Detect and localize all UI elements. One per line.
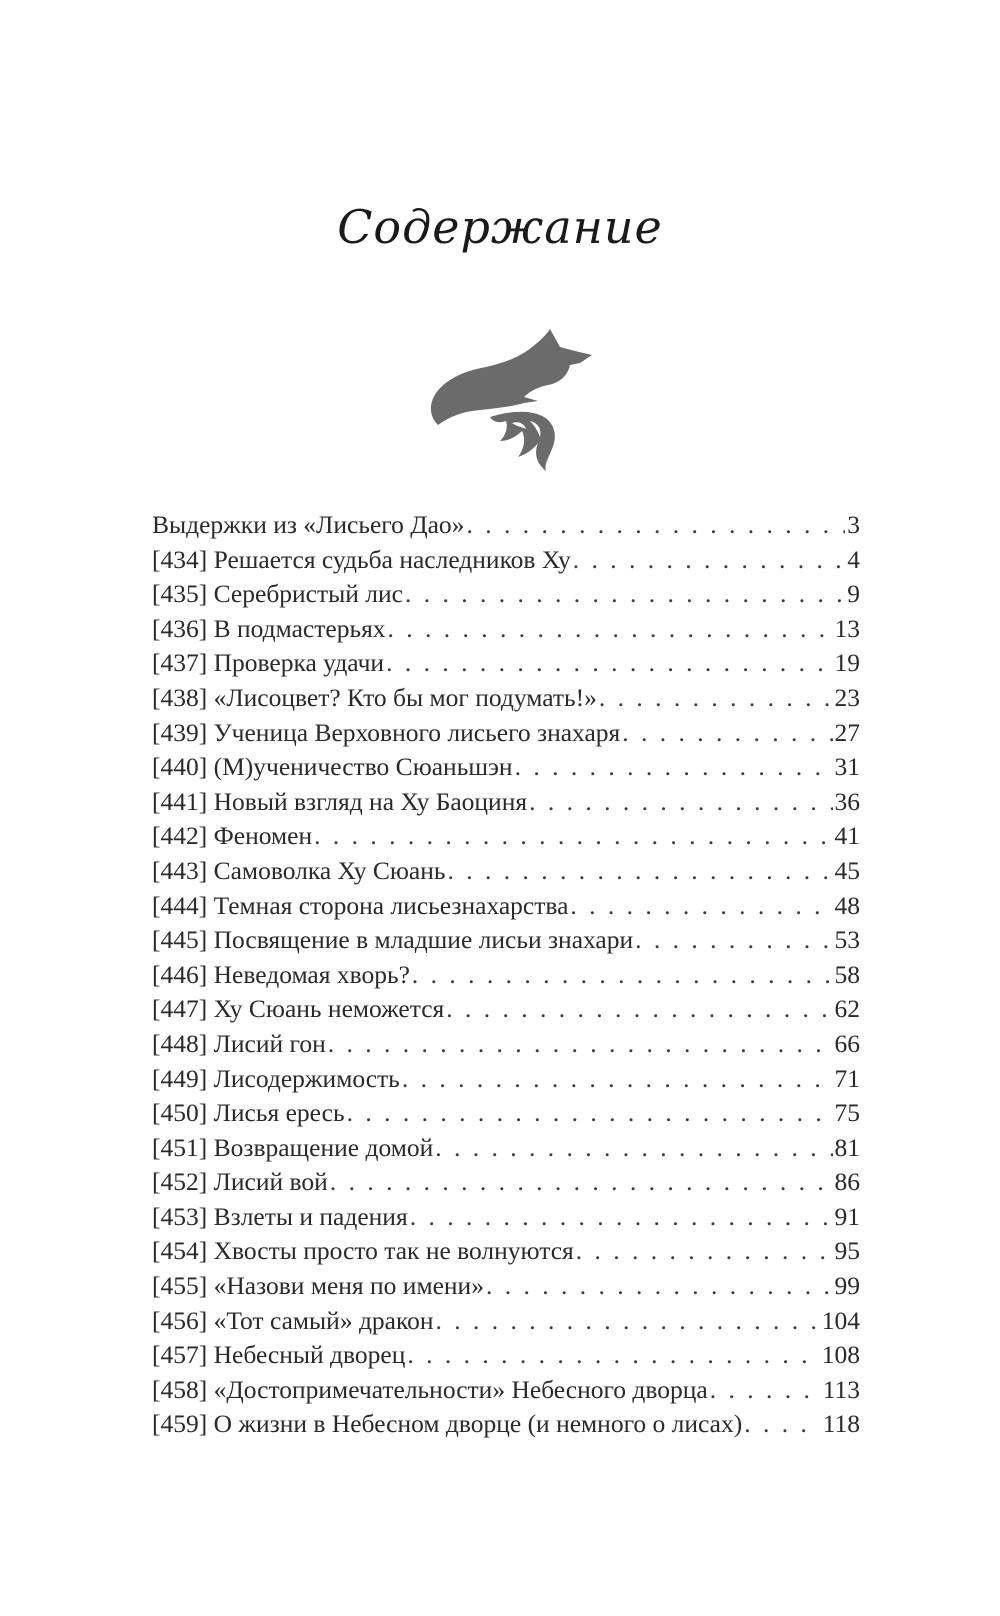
toc-entry-page: 27 [834, 717, 860, 747]
toc-entry-title: [434] Решается судьба наследников Ху [152, 544, 571, 574]
toc-dot-leader [435, 1131, 832, 1166]
toc-entry-title: [449] Лисодержимость [152, 1063, 400, 1093]
toc-dot-leader [328, 1027, 833, 1062]
toc-entry-title: [436] В подмастерьях [152, 613, 386, 643]
toc-entry [152, 992, 860, 1027]
toc-entry-page: 62 [834, 994, 860, 1024]
toc-entry [152, 716, 860, 751]
toc-dot-leader [435, 1304, 819, 1339]
toc-entry-page: 104 [821, 1305, 860, 1335]
toc-entry-title: [442] Феномен [152, 821, 313, 851]
toc-entry-page: 31 [834, 752, 860, 782]
toc-entry [152, 958, 860, 993]
toc-entry [152, 1407, 860, 1442]
toc-entry [152, 923, 860, 958]
toc-dot-leader [573, 543, 845, 578]
toc-entry-page: 48 [834, 890, 860, 920]
toc-dot-leader [386, 646, 832, 681]
toc-entry-title: [440] (М)ученичество Сюаньшэн [152, 752, 513, 782]
toc-entry-page: 95 [834, 1236, 860, 1266]
toc-entry-title: [451] Возвращение домой [152, 1132, 434, 1162]
toc-entry [152, 854, 860, 889]
toc-entry [152, 1304, 860, 1339]
toc-entry [152, 508, 860, 543]
toc-dot-leader [529, 785, 832, 820]
toc-entry-page: 41 [834, 821, 860, 851]
toc-entry [152, 543, 860, 578]
fox-body-shape [431, 329, 592, 425]
toc-entry-page: 23 [834, 682, 860, 712]
toc-entry [152, 785, 860, 820]
toc-entry-title: [452] Лисий вой [152, 1167, 328, 1197]
toc-dot-leader [570, 889, 832, 924]
toc-entry-page: 71 [834, 1063, 860, 1093]
toc-entry-page: 108 [821, 1340, 860, 1370]
toc-entry-page: 81 [834, 1132, 860, 1162]
toc-entry [152, 1200, 860, 1235]
toc-entry [152, 1234, 860, 1269]
toc-entry-title: [457] Небесный дворец [152, 1340, 406, 1370]
toc-entry-title: [443] Самоволка Ху Сюань [152, 855, 446, 885]
table-of-contents [152, 508, 860, 1442]
toc-entry-page: 13 [834, 613, 860, 643]
toc-entry-page: 66 [834, 1028, 860, 1058]
toc-dot-leader [466, 508, 845, 543]
toc-entry-page: 53 [834, 925, 860, 955]
toc-entry-page: 75 [834, 1098, 860, 1128]
toc-entry-title: [448] Лисий гон [152, 1028, 326, 1058]
toc-entry-page: 118 [822, 1409, 860, 1439]
toc-entry [152, 1165, 860, 1200]
toc-entry-title: [454] Хвосты просто так не волнуются [152, 1236, 574, 1266]
toc-dot-leader [410, 1200, 833, 1235]
toc-dot-leader [412, 958, 833, 993]
toc-dot-leader [330, 1165, 833, 1200]
toc-entry-page: 36 [834, 786, 860, 816]
toc-dot-leader [486, 1269, 833, 1304]
toc-entry-title: [453] Взлеты и падения [152, 1201, 408, 1231]
toc-entry [152, 1027, 860, 1062]
toc-entry [152, 1338, 860, 1373]
toc-entry [152, 681, 860, 716]
toc-entry-page: 4 [847, 544, 860, 574]
toc-entry-title: [438] «Лисоцвет? Кто бы мог подумать!» [152, 682, 597, 712]
toc-entry-title: [437] Проверка удачи [152, 648, 385, 678]
toc-dot-leader [402, 1062, 833, 1097]
toc-entry [152, 1373, 860, 1408]
toc-entry-title: [441] Новый взгляд на Ху Баоциня [152, 786, 528, 816]
fox-icon [420, 325, 610, 475]
toc-entry [152, 889, 860, 924]
toc-dot-leader [407, 1338, 819, 1373]
toc-entry [152, 1062, 860, 1097]
toc-dot-leader [599, 681, 833, 716]
toc-entry-page: 3 [847, 510, 860, 539]
toc-dot-leader [447, 854, 832, 889]
toc-entry-title: [445] Посвящение в младшие лисьи знахари [152, 925, 634, 955]
toc-entry [152, 819, 860, 854]
toc-entry-title: [450] Лисья ересь [152, 1098, 345, 1128]
toc-entry-title: [439] Ученица Верховного лисьего знахаря [152, 717, 621, 747]
toc-entry-title: [455] «Назови меня по имени» [152, 1271, 484, 1301]
toc-entry [152, 612, 860, 647]
toc-entry-title: [446] Неведомая хворь? [152, 959, 410, 989]
toc-entry-title: [435] Серебристый лис [152, 579, 403, 609]
toc-entry [152, 1131, 860, 1166]
toc-entry-page: 113 [822, 1374, 860, 1404]
toc-dot-leader [314, 819, 832, 854]
toc-entry [152, 577, 860, 612]
toc-entry [152, 646, 860, 681]
toc-entry-title: [456] «Тот самый» дракон [152, 1305, 434, 1335]
toc-dot-leader [576, 1234, 833, 1269]
toc-dot-leader [388, 612, 833, 647]
toc-entry-page: 45 [834, 855, 860, 885]
toc-dot-leader [635, 923, 832, 958]
toc-entry-page: 58 [834, 959, 860, 989]
toc-dot-leader [446, 992, 832, 1027]
toc-entry-page: 99 [834, 1271, 860, 1301]
toc-dot-leader [347, 1096, 833, 1131]
toc-dot-leader [622, 716, 832, 751]
toc-dot-leader [405, 577, 845, 612]
toc-entry-page: 9 [847, 579, 860, 609]
toc-entry [152, 1269, 860, 1304]
toc-entry-title: [459] О жизни в Небесном дворце (и немного о лисах) [152, 1409, 743, 1439]
toc-entry-page: 91 [834, 1201, 860, 1231]
page-title: Содержание [337, 200, 663, 254]
fox-tail-shape [490, 412, 555, 471]
toc-dot-leader [710, 1373, 821, 1408]
toc-entry-title: [447] Ху Сюань неможется [152, 994, 445, 1024]
toc-entry [152, 1096, 860, 1131]
toc-entry-title: [458] «Достопримечательности» Небесного дворца [152, 1374, 708, 1404]
toc-entry [152, 750, 860, 785]
toc-entry-page: 86 [834, 1167, 860, 1197]
toc-dot-leader [744, 1407, 820, 1442]
toc-dot-leader [515, 750, 833, 785]
toc-entry-page: 19 [834, 648, 860, 678]
toc-entry-title: [444] Темная сторона лисьезнахарства [152, 890, 569, 920]
toc-entry-title: Выдержки из «Лисьего Дао» [152, 510, 465, 539]
